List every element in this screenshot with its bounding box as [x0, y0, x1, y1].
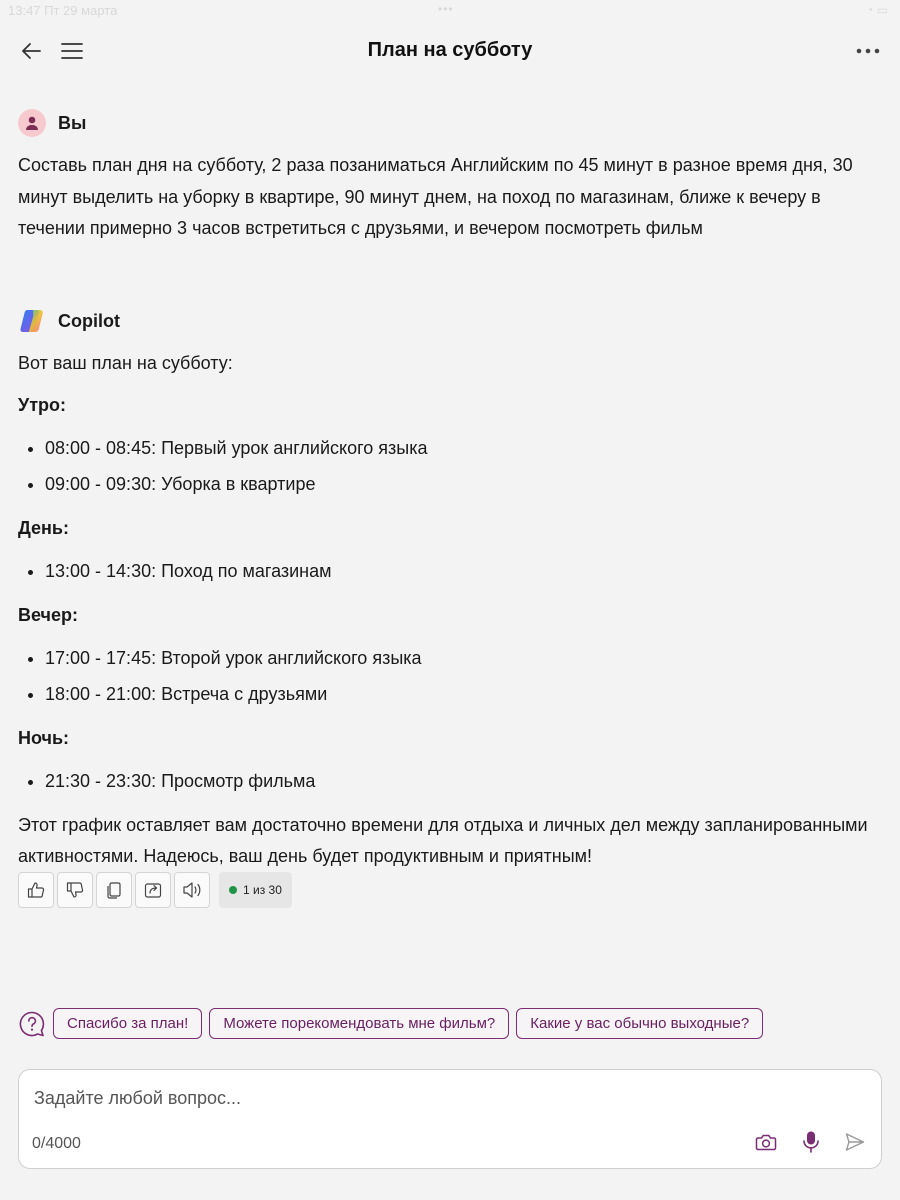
message-actions — [18, 872, 292, 908]
morning-list — [18, 430, 884, 502]
copy-icon — [104, 880, 124, 900]
prompt-input[interactable] — [32, 1084, 856, 1112]
battery-icon: ◔ ▭ — [866, 3, 888, 17]
user-avatar — [18, 109, 46, 137]
section-heading-day: День: — [18, 518, 69, 538]
more-options-button[interactable] — [848, 31, 888, 71]
section-heading-evening: Вечер: — [18, 605, 79, 625]
microphone-icon — [801, 1130, 821, 1154]
multitasking-dots: ••• — [438, 2, 454, 16]
share-icon — [143, 880, 163, 900]
suggestion-chip[interactable]: Спасибо за план! — [53, 1008, 202, 1039]
speaker-icon — [181, 880, 203, 900]
send-icon — [844, 1131, 866, 1153]
plan-intro: Вот ваш план на субботу: — [18, 353, 233, 373]
question-bubble-icon — [18, 1010, 46, 1038]
list-item: • 17:00 - 17:45: Второй урок английского языка — [45, 640, 884, 676]
user-message-header — [18, 108, 86, 138]
copilot-message-body — [18, 348, 884, 872]
send-button[interactable] — [840, 1127, 870, 1157]
read-aloud-button[interactable] — [174, 872, 210, 908]
suggestions-row — [18, 1008, 770, 1039]
user-message-text: Составь план дня на субботу, 2 раза позаниматься Английским по 45 минут в разное время дня, 30 минут выделить на уборку в квартире, 90 минут днем, на поход по магазинам, ближе к вечеру в течении примерно 3 часов встретиться с друзьями, и вечером посмотреть фильм — [18, 155, 853, 238]
camera-icon — [755, 1132, 777, 1152]
microphone-button[interactable] — [796, 1127, 826, 1157]
copilot-speaker-name: Copilot — [58, 310, 120, 331]
share-button[interactable] — [135, 872, 171, 908]
day-list — [18, 553, 884, 589]
list-item: • 18:00 - 21:00: Встреча с друзьями — [45, 676, 884, 712]
more-horizontal-icon — [855, 47, 881, 55]
camera-button[interactable] — [751, 1127, 781, 1157]
copilot-logo-icon — [18, 307, 46, 335]
top-bar — [0, 28, 900, 74]
page-title: План на субботу — [367, 39, 533, 61]
section-heading-morning: Утро: — [18, 395, 66, 415]
response-counter-text: 1 из 30 — [243, 883, 282, 897]
suggestions-help-button[interactable] — [18, 1010, 46, 1038]
status-dot — [229, 886, 237, 894]
dislike-button[interactable] — [57, 872, 93, 908]
char-count: 0/4000 — [32, 1135, 81, 1152]
copilot-message-header — [18, 306, 120, 336]
list-item: • 08:00 - 08:45: Первый урок английского языка — [45, 430, 884, 466]
response-counter — [219, 872, 292, 908]
suggestion-chip[interactable]: Можете порекомендовать мне фильм? — [209, 1008, 509, 1039]
plan-outro: Этот график оставляет вам достаточно времени для отдыха и личных дел между запланированными активностями. Надеюсь, ваш день будет продуктивным и приятным! — [18, 815, 868, 866]
user-speaker-name: Вы — [58, 112, 87, 133]
list-item: • 21:30 - 23:30: Просмотр фильма — [45, 763, 884, 799]
person-icon — [24, 115, 40, 131]
list-item: • 09:00 - 09:30: Уборка в квартире — [45, 466, 884, 502]
thumbs-down-icon — [65, 880, 85, 900]
status-time: 13:47 Пт 29 марта — [8, 3, 118, 18]
night-list — [18, 763, 884, 799]
evening-list — [18, 640, 884, 712]
suggestion-chip[interactable]: Какие у вас обычно выходные? — [516, 1008, 763, 1039]
like-button[interactable] — [18, 872, 54, 908]
list-item: • 13:00 - 14:30: Поход по магазинам — [45, 553, 884, 589]
section-heading-night: Ночь: — [18, 728, 70, 748]
thumbs-up-icon — [26, 880, 46, 900]
status-bar — [0, 0, 900, 22]
copy-button[interactable] — [96, 872, 132, 908]
message-composer — [18, 1069, 882, 1169]
